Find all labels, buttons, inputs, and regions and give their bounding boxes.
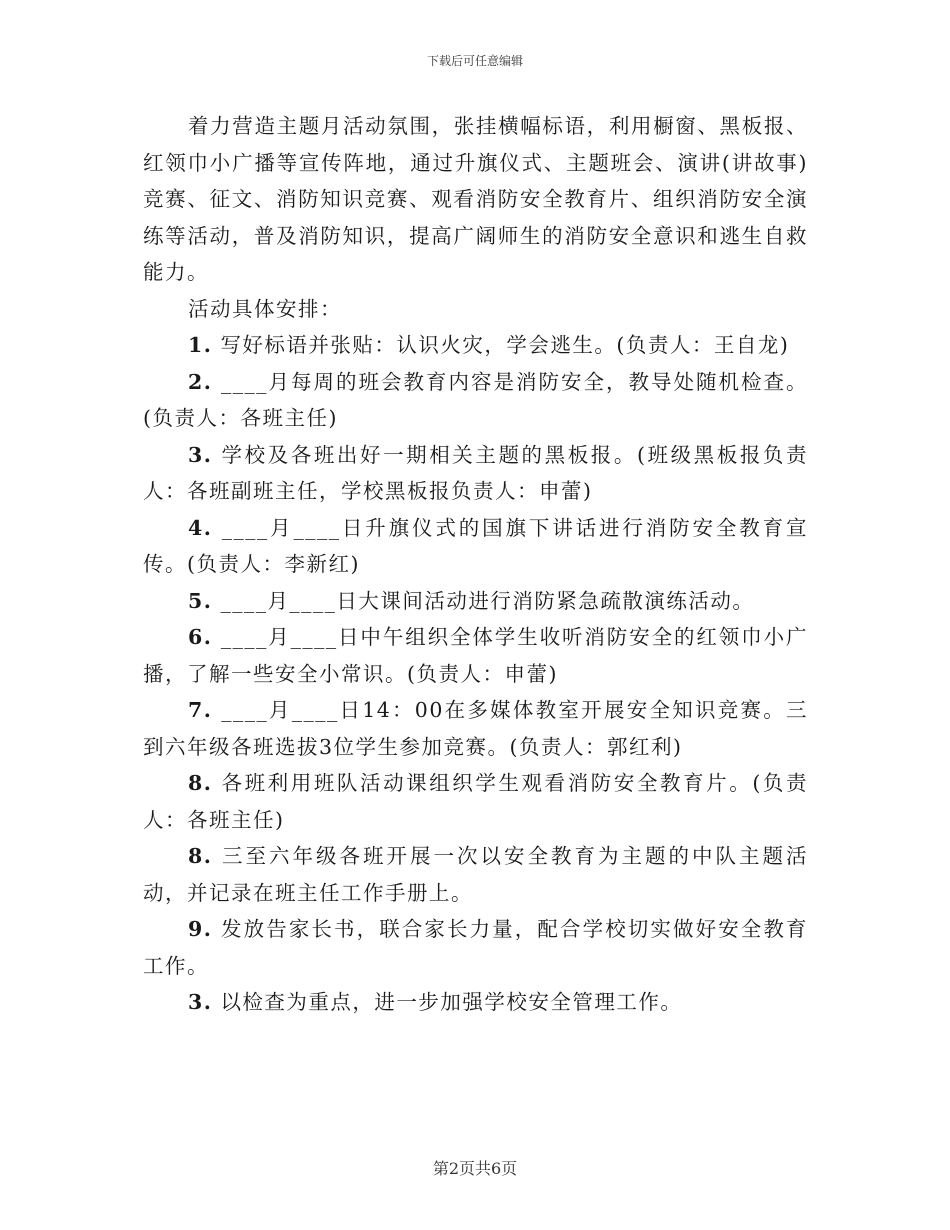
list-item <box>143 437 808 510</box>
item-text: ____月每周的班会教育内容是消防安全，教导处随机检查。(负责人：各班主任) <box>143 369 808 430</box>
document-body <box>143 108 808 1021</box>
item-text: ____月____日中午组织全体学生收听消防安全的红领巾小广播，了解一些安全小常识。(负责人：申蕾) <box>143 625 808 686</box>
item-number: 4. <box>188 515 213 540</box>
list-item <box>143 692 808 765</box>
item-text: 以检查为重点，进一步加强学校安全管理工作。 <box>220 990 683 1014</box>
item-text: 写好标语并张贴：认识火灾，学会逃生。(负责人：王自龙) <box>220 333 790 357</box>
page-header: 下载后可任意编辑 <box>426 54 523 68</box>
item-number: 6. <box>188 625 213 649</box>
list-item <box>143 327 808 364</box>
item-number: 8. <box>188 771 213 795</box>
item-number: 7. <box>188 698 213 722</box>
item-text: ____月____日14：00在多媒体教室开展安全知识竞赛。三到六年级各班选拔3位学生参加竞赛。(负责人：郭红利) <box>143 698 808 759</box>
item-text: 发放告家长书，联合家长力量，配合学校切实做好安全教育工作。 <box>143 917 808 978</box>
item-number: 3. <box>188 442 213 467</box>
item-number: 5. <box>188 588 213 613</box>
list-item <box>143 510 808 583</box>
list-item <box>143 583 808 620</box>
arrangement-heading: 活动具体安排： <box>188 296 342 321</box>
item-number: 3. <box>188 990 213 1014</box>
item-number: 9. <box>188 917 213 941</box>
item-number: 1. <box>188 333 213 357</box>
item-number: 8. <box>188 844 213 868</box>
list-item <box>143 619 808 692</box>
item-text: 三至六年级各班开展一次以安全教育为主题的中队主题活动，并记录在班主任工作手册上。 <box>143 844 808 905</box>
item-text: 各班利用班队活动课组织学生观看消防安全教育片。(负责人：各班主任) <box>143 771 808 832</box>
list-item <box>143 911 808 984</box>
list-item <box>143 364 808 437</box>
page-footer: 第2页共6页 <box>432 1159 518 1178</box>
intro-paragraph: 着力营造主题月活动氛围，张挂横幅标语，利用橱窗、黑板报、红领巾小广播等宣传阵地，通过升旗仪式、主题班会、演讲(讲故事)竞赛、征文、消防知识竞赛、观看消防安全教育片、组织消防安全演练等活动，普及消防知识，提高广阔师生的消防安全意识和逃生自救能力。 <box>143 114 808 284</box>
list-item <box>143 838 808 911</box>
list-item <box>143 984 808 1021</box>
item-number: 2. <box>188 369 213 394</box>
item-text: ____月____日升旗仪式的国旗下讲话进行消防安全教育宣传。(负责人：李新红) <box>143 515 808 576</box>
list-item <box>143 765 808 838</box>
item-text: 学校及各班出好一期相关主题的黑板报。(班级黑板报负责人：各班副班主任，学校黑板报负责人：申蕾) <box>143 442 808 503</box>
item-text: ____月____日大课间活动进行消防紧急疏散演练活动。 <box>220 588 755 613</box>
